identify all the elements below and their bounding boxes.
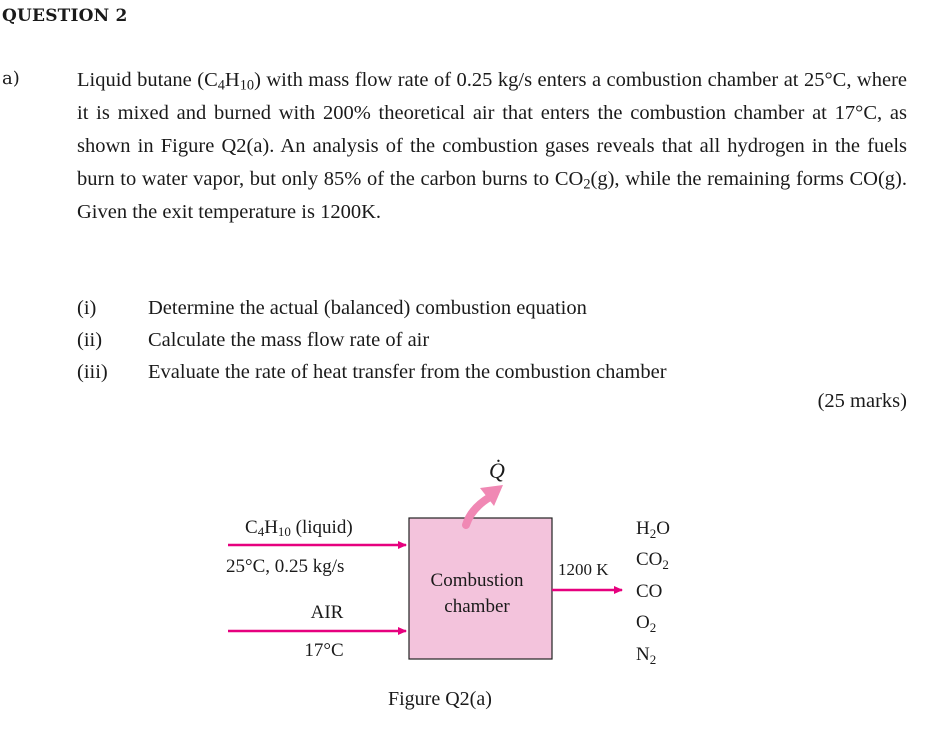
exit-temperature: 1200 K	[558, 560, 609, 579]
fuel-label: C4H10 (liquid)	[245, 517, 353, 539]
chamber-label-line2: chamber	[444, 596, 510, 617]
subpart-text: Calculate the mass flow rate of air	[148, 329, 430, 351]
subpart-text: Determine the actual (balanced) combustion equation	[148, 297, 587, 319]
air-temperature: 17°C	[304, 640, 344, 661]
marks-label: (25 marks)	[817, 390, 907, 412]
fuel-conditions: 25°C, 0.25 kg/s	[226, 556, 345, 577]
chamber-label-line1: Combustion	[430, 570, 524, 591]
question-paragraph: Liquid butane $(C_4H_{10})$ with mass flow rate of 0.25 kg/s enters a combustion chamber at 25°C, where it is mixed and burned with 200% theoretical air that enters the combustion chamber at 17°C, as shown in Figure Q2(a). An analysis of the combustion gases reveals that all hydrogen in the fuels burn to water vapor, but only 85% of the carbon burns to $CO_2(g)$, while the remaining forms CO(g). Given the exit temperature is 1200K.	[77, 69, 908, 223]
subpart-text: Evaluate the rate of heat transfer from the combustion chamber	[148, 361, 667, 383]
product-co2: $CO_2$	[636, 549, 669, 572]
question-heading: QUESTION 2	[2, 6, 128, 26]
figure-caption: Figure Q2(a)	[388, 688, 492, 710]
product-o2: $O_2$	[636, 612, 657, 635]
heat-rate-label: Q̇	[489, 458, 505, 483]
subpart-number: (i)	[77, 297, 97, 319]
product-n2: $N_2$	[636, 644, 657, 667]
product-co: CO	[636, 581, 663, 602]
subpart-number: (iii)	[77, 361, 108, 383]
product-h2o: $H_2O$	[636, 518, 670, 541]
subpart-number: (ii)	[77, 329, 103, 351]
part-label: a)	[2, 68, 20, 89]
air-label: AIR	[310, 602, 344, 623]
